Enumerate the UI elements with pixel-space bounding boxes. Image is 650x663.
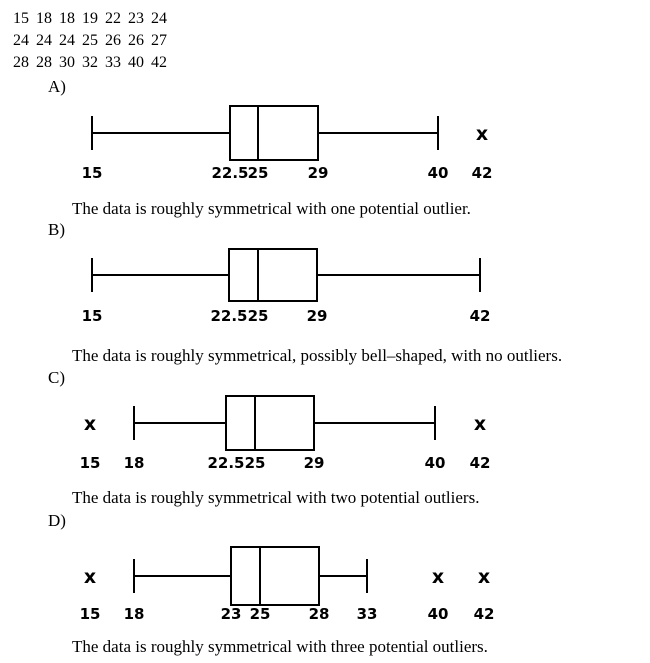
- data-cell: 28: [36, 54, 52, 71]
- data-cell: 25: [82, 32, 98, 49]
- tick-label: 42: [469, 307, 491, 325]
- tick-label: 22.5: [211, 164, 249, 182]
- data-cell: 24: [59, 32, 75, 49]
- iqr-box: [230, 106, 318, 160]
- option-d-boxplot: [0, 542, 650, 623]
- tick-label: 29: [303, 454, 325, 472]
- tick-label: 22.5: [207, 454, 245, 472]
- iqr-box: [226, 396, 314, 450]
- tick-label: 25: [249, 605, 271, 623]
- outlier-mark: x: [473, 413, 487, 435]
- tick-label: 18: [123, 605, 145, 623]
- option-d-description: The data is roughly symmetrical with three potential outliers.: [72, 637, 488, 656]
- data-cell: 26: [105, 32, 121, 49]
- option-b-description: The data is roughly symmetrical, possibly bell–shaped, with no outliers.: [72, 346, 563, 365]
- tick-label: 25: [244, 454, 266, 472]
- data-cell: 40: [128, 54, 144, 71]
- data-cell: 24: [151, 10, 167, 27]
- outlier-mark: x: [83, 413, 97, 435]
- data-cell: 28: [13, 54, 29, 71]
- data-cell: 30: [59, 54, 75, 71]
- iqr-box: [229, 249, 317, 301]
- tick-label: 15: [79, 454, 101, 472]
- tick-label: 18: [123, 454, 145, 472]
- data-table: [9, 8, 170, 74]
- data-cell: 24: [13, 32, 29, 49]
- outlier-mark: x: [431, 566, 445, 588]
- tick-label: 42: [469, 454, 491, 472]
- data-cell: 19: [82, 10, 98, 27]
- data-row: [9, 8, 170, 30]
- outlier-mark: x: [83, 566, 97, 588]
- data-cell: 32: [82, 54, 98, 71]
- tick-label: 40: [427, 605, 449, 623]
- option-b-boxplot: [0, 243, 650, 325]
- data-cell: 15: [13, 10, 29, 27]
- iqr-box: [231, 547, 319, 605]
- data-cell: 23: [128, 10, 144, 27]
- option-a-description: The data is roughly symmetrical with one potential outlier.: [72, 199, 471, 218]
- option-d-label: D): [48, 511, 66, 530]
- tick-label: 22.5: [210, 307, 248, 325]
- tick-label: 29: [307, 164, 329, 182]
- option-c-description: The data is roughly symmetrical with two potential outliers.: [72, 488, 480, 507]
- tick-label: 40: [424, 454, 446, 472]
- tick-label: 42: [473, 605, 495, 623]
- option-c-label: C): [48, 368, 65, 387]
- tick-label: 40: [427, 164, 449, 182]
- data-cell: 26: [128, 32, 144, 49]
- tick-label: 29: [306, 307, 328, 325]
- option-b-label: B): [48, 220, 65, 239]
- tick-label: 25: [247, 164, 269, 182]
- option-c-boxplot: [0, 390, 650, 472]
- tick-label: 15: [81, 307, 103, 325]
- tick-label: 15: [81, 164, 103, 182]
- tick-label: 33: [356, 605, 378, 623]
- data-cell: 22: [105, 10, 121, 27]
- option-a-label: A): [48, 77, 66, 96]
- outlier-mark: x: [477, 566, 491, 588]
- data-cell: 18: [36, 10, 52, 27]
- data-cell: 33: [105, 54, 121, 71]
- data-cell: 42: [151, 54, 167, 71]
- tick-label: 15: [79, 605, 101, 623]
- data-cell: 24: [36, 32, 52, 49]
- data-row: [9, 52, 170, 74]
- option-a-boxplot: [0, 100, 650, 182]
- tick-label: 25: [247, 307, 269, 325]
- tick-label: 23: [220, 605, 242, 623]
- outlier-mark: x: [475, 123, 489, 145]
- data-row: [9, 30, 170, 52]
- data-cell: 18: [59, 10, 75, 27]
- tick-label: 42: [471, 164, 493, 182]
- data-cell: 27: [151, 32, 167, 49]
- tick-label: 28: [308, 605, 330, 623]
